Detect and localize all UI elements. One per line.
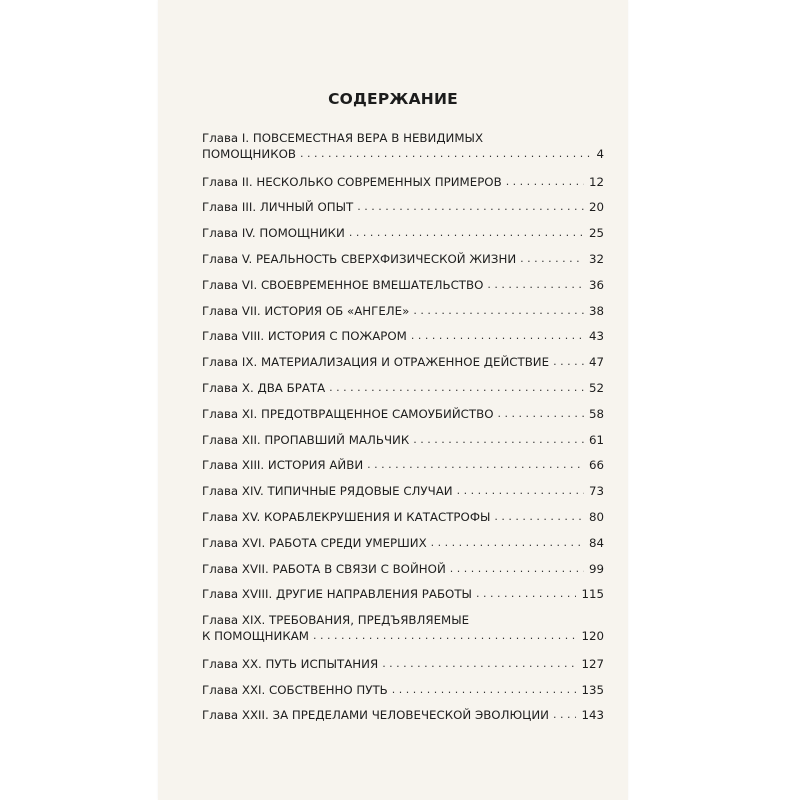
toc-entry-title: Глава VI. СВОЕВРЕМЕННОЕ ВМЕШАТЕЛЬСТВО: [202, 277, 484, 292]
toc-entry: [202, 277, 604, 303]
toc-entry-page: 32: [588, 251, 604, 266]
leader-dots: [457, 483, 584, 499]
toc-entry-page: 52: [588, 380, 604, 395]
toc-entry: [202, 303, 604, 329]
leader-dots: [382, 656, 576, 672]
toc-entry-title: Глава XXI. СОБСТВЕННО ПУТЬ: [202, 682, 388, 697]
toc-entry-page: 38: [588, 303, 604, 318]
leader-dots: [413, 432, 584, 448]
toc-entry-page: 58: [588, 406, 604, 421]
toc-entry-title: Глава XVI. РАБОТА СРЕДИ УМЕРШИХ: [202, 535, 427, 550]
toc-entry-title: К ПОМОЩНИКАМ: [202, 629, 309, 644]
toc-entry-page: 66: [588, 458, 604, 473]
leader-dots: [300, 146, 592, 162]
toc-entry-title-line1: Глава XIX. ТРЕБОВАНИЯ, ПРЕДЪЯВЛЯЕМЫЕ: [202, 613, 470, 628]
toc-entry-page: 120: [581, 629, 604, 644]
toc-entry: [202, 328, 604, 354]
toc-entry: [202, 432, 604, 458]
leader-dots: [487, 277, 584, 293]
leader-dots: [392, 682, 577, 698]
toc-entry: [202, 509, 604, 535]
book-page: [158, 0, 628, 800]
toc-entry-title-line1: Глава I. ПОВСЕМЕСТНАЯ ВЕРА В НЕВИДИМЫХ: [202, 131, 484, 145]
page-title: СОДЕРЖАНИЕ: [328, 90, 458, 108]
toc-entry: [202, 483, 604, 509]
leader-dots: [431, 535, 584, 551]
leader-dots: [476, 586, 577, 602]
toc-entry-title: Глава V. РЕАЛЬНОСТЬ СВЕРХФИЗИЧЕСКОЙ ЖИЗНИ: [202, 251, 517, 266]
toc-entry-page: 127: [581, 656, 604, 671]
toc-entry-title: Глава XII. ПРОПАВШИЙ МАЛЬЧИК: [202, 432, 410, 447]
toc-entry-title: Глава II. НЕСКОЛЬКО СОВРЕМЕННЫХ ПРИМЕРОВ: [202, 174, 502, 189]
toc-entry: [202, 586, 604, 612]
leader-dots: [367, 457, 584, 473]
table-of-contents: [202, 130, 604, 733]
toc-entry: [202, 457, 604, 483]
toc-entry-page: 47: [588, 355, 604, 370]
leader-dots: [413, 303, 584, 319]
toc-entry: [202, 225, 604, 251]
leader-dots: [450, 561, 584, 577]
toc-entry-title: Глава VIII. ИСТОРИЯ С ПОЖАРОМ: [202, 329, 407, 344]
toc-entry: [202, 707, 604, 733]
toc-entry-title: Глава XVII. РАБОТА В СВЯЗИ С ВОЙНОЙ: [202, 561, 446, 576]
toc-entry-title: Глава VII. ИСТОРИЯ ОБ «АНГЕЛЕ»: [202, 303, 410, 318]
toc-entry: [202, 612, 604, 656]
toc-entry-title: Глава XVIII. ДРУГИЕ НАПРАВЛЕНИЯ РАБОТЫ: [202, 587, 472, 602]
leader-dots: [313, 628, 577, 644]
leader-dots: [553, 354, 584, 370]
toc-entry-title: Глава XXII. ЗА ПРЕДЕЛАМИ ЧЕЛОВЕЧЕСКОЙ ЭВОЛЮЦИИ: [202, 708, 549, 723]
toc-entry: [202, 380, 604, 406]
toc-entry-title: ПОМОЩНИКОВ: [202, 147, 296, 161]
leader-dots: [494, 509, 584, 525]
leader-dots: [520, 251, 584, 267]
toc-entry-title: Глава XIII. ИСТОРИЯ АЙВИ: [202, 458, 364, 473]
toc-entry: [202, 656, 604, 682]
toc-entry-title: Глава XI. ПРЕДОТВРАЩЕННОЕ САМОУБИЙСТВО: [202, 406, 494, 421]
toc-entry-page: 25: [588, 226, 604, 241]
toc-entry-page: 135: [581, 682, 604, 697]
toc-entry-page: 115: [581, 587, 604, 602]
leader-dots: [329, 380, 584, 396]
leader-dots: [553, 707, 576, 723]
toc-entry-title: Глава IV. ПОМОЩНИКИ: [202, 226, 345, 241]
toc-entry-page: 80: [588, 509, 604, 524]
toc-entry: [202, 199, 604, 225]
leader-dots: [357, 199, 584, 215]
toc-entry-page: 43: [588, 329, 604, 344]
toc-entry: [202, 130, 604, 174]
toc-entry-page: 20: [588, 200, 604, 215]
leader-dots: [411, 328, 584, 344]
leader-dots: [349, 225, 584, 241]
toc-entry-title: Глава XV. КОРАБЛЕКРУШЕНИЯ И КАТАСТРОФЫ: [202, 509, 491, 524]
toc-entry-page: 143: [581, 708, 604, 723]
leader-dots: [506, 174, 584, 190]
toc-entry-page: 99: [588, 561, 604, 576]
toc-entry-page: 4: [596, 147, 604, 161]
toc-entry-title: Глава III. ЛИЧНЫЙ ОПЫТ: [202, 200, 354, 215]
toc-entry: [202, 682, 604, 708]
leader-dots: [498, 406, 584, 422]
toc-entry-page: 36: [588, 277, 604, 292]
toc-entry: [202, 561, 604, 587]
toc-entry: [202, 251, 604, 277]
toc-entry-page: 12: [588, 174, 604, 189]
toc-entry: [202, 354, 604, 380]
toc-entry-page: 84: [588, 535, 604, 550]
toc-entry: [202, 406, 604, 432]
toc-entry-page: 61: [588, 432, 604, 447]
toc-entry-title: Глава XIV. ТИПИЧНЫЕ РЯДОВЫЕ СЛУЧАИ: [202, 484, 453, 499]
toc-entry-title: Глава X. ДВА БРАТА: [202, 380, 326, 395]
toc-entry-title: Глава XX. ПУТЬ ИСПЫТАНИЯ: [202, 656, 379, 671]
toc-entry: [202, 535, 604, 561]
toc-entry-page: 73: [588, 484, 604, 499]
toc-entry-title: Глава IX. МАТЕРИАЛИЗАЦИЯ И ОТРАЖЕННОЕ ДЕЙСТВИЕ: [202, 355, 550, 370]
toc-entry: [202, 174, 604, 200]
